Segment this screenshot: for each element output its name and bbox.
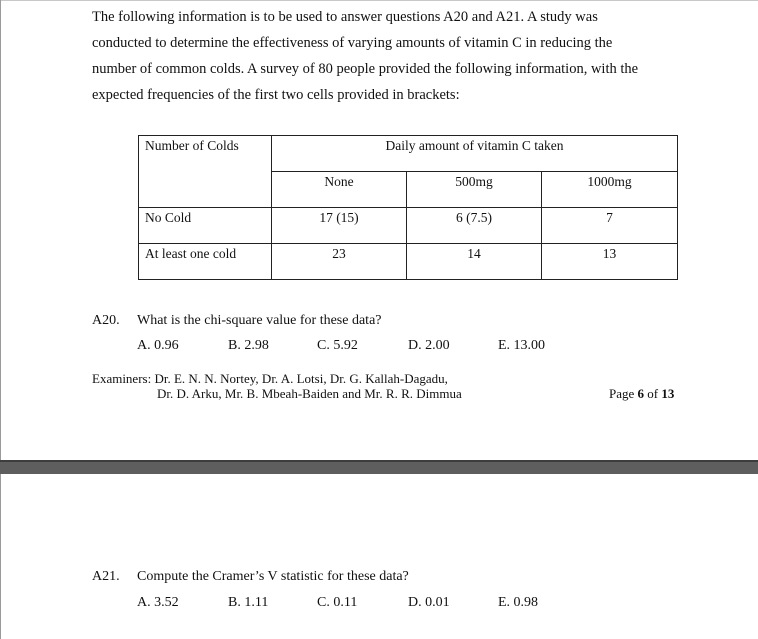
row-label: At least one cold	[139, 244, 272, 280]
group-header-cell: Daily amount of vitamin C taken	[272, 136, 678, 172]
examiners-line: Examiners: Dr. E. N. N. Nortey, Dr. A. Lotsi, Dr. G. Kallah-Dagadu,	[92, 371, 448, 386]
table-row	[139, 208, 678, 244]
examiners-line: Dr. D. Arku, Mr. B. Mbeah-Baiden and Mr. R. R. Dimmua	[157, 386, 462, 401]
table-cell: 14	[407, 244, 542, 280]
exam-page-7	[0, 474, 758, 639]
option-c: C. 0.11	[317, 595, 358, 610]
intro-line: The following information is to be used to answer questions A20 and A21. A study was	[92, 9, 598, 25]
question-a21-text: Compute the Cramer’s V statistic for these data?	[137, 569, 409, 584]
page-prefix: Page	[609, 386, 638, 401]
question-a20-text: What is the chi-square value for these data?	[137, 313, 382, 328]
option-d: D. 2.00	[408, 338, 450, 353]
table-cell: 23	[272, 244, 407, 280]
page-of: of	[644, 386, 662, 401]
option-c: C. 5.92	[317, 338, 358, 353]
intro-line: number of common colds. A survey of 80 people provided the following information, with the	[92, 61, 639, 77]
option-b: B. 2.98	[228, 338, 269, 353]
page-number	[609, 386, 674, 402]
page-current: 6	[637, 386, 645, 401]
option-a: A. 3.52	[137, 595, 179, 610]
row-label: No Cold	[139, 208, 272, 244]
page-total: 13	[661, 386, 675, 401]
examiners-footer	[92, 371, 462, 401]
page-separator	[0, 460, 758, 474]
option-b: B. 1.11	[228, 595, 269, 610]
column-header-none: None	[272, 172, 407, 208]
page-separator-edge	[0, 460, 758, 462]
table-cell: 13	[542, 244, 678, 280]
table-cell: 7	[542, 208, 678, 244]
intro-line: expected frequencies of the first two cells provided in brackets:	[92, 87, 460, 103]
question-a20-number: A20.	[92, 313, 120, 328]
table-cell: 6 (7.5)	[407, 208, 542, 244]
intro-paragraph	[92, 4, 692, 108]
row-header-cell: Number of Colds	[139, 136, 272, 208]
option-e: E. 13.00	[498, 338, 546, 353]
column-header-500mg: 500mg	[407, 172, 542, 208]
option-d: D. 0.01	[408, 595, 450, 610]
question-a21-number: A21.	[92, 569, 120, 584]
option-a: A. 0.96	[137, 338, 179, 353]
vitamin-c-contingency-table	[138, 135, 678, 280]
column-header-1000mg: 1000mg	[542, 172, 678, 208]
page-top-edge	[1, 0, 758, 1]
option-e: E. 0.98	[498, 595, 539, 610]
table-row	[139, 244, 678, 280]
intro-line: conducted to determine the effectiveness of varying amounts of vitamin C in reducing the	[92, 35, 613, 51]
table-cell: 17 (15)	[272, 208, 407, 244]
table-header-row	[139, 136, 678, 172]
